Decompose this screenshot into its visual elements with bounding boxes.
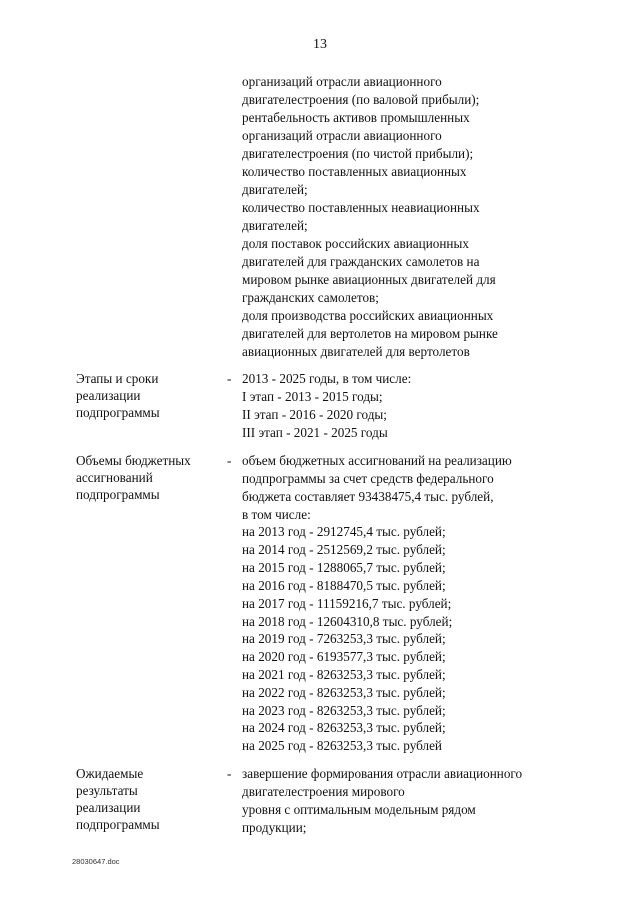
dash-separator: - <box>227 371 232 386</box>
budget-line: в том числе: <box>242 507 311 522</box>
intro-line: двигателей для вертолетов на мировом рынке <box>242 326 498 341</box>
dash-separator: - <box>227 453 232 468</box>
page-number: 13 <box>313 37 327 52</box>
stages-line: I этап - 2013 - 2015 годы; <box>242 389 383 404</box>
intro-line: организаций отрасли авиационного <box>242 128 442 143</box>
intro-line: рентабельность активов промышленных <box>242 110 470 125</box>
budget-year-line: на 2019 год - 7263253,3 тыс. рублей; <box>242 631 446 646</box>
budget-year-line: на 2024 год - 8263253,3 тыс. рублей; <box>242 720 446 735</box>
intro-line: количество поставленных неавиационных <box>242 200 480 215</box>
budget-year-line: на 2014 год - 2512569,2 тыс. рублей; <box>242 542 446 557</box>
budget-year-line: на 2017 год - 11159216,7 тыс. рублей; <box>242 596 452 611</box>
intro-line: авиационных двигателей для вертолетов <box>242 344 470 359</box>
intro-line: двигателей; <box>242 218 308 233</box>
intro-line: двигателестроения (по чистой прибыли); <box>242 146 474 161</box>
results-line: уровня с оптимальным модельным рядом <box>242 802 476 817</box>
label-line: реализации <box>76 388 141 403</box>
budget-label <box>76 452 226 503</box>
intro-line: доля производства российских авиационных <box>242 308 494 323</box>
stages-line: II этап - 2016 - 2020 годы; <box>242 407 387 422</box>
file-name-footer: 28030647.doc <box>72 857 120 866</box>
intro-line: двигателестроения (по валовой прибыли); <box>242 92 480 107</box>
stages-line: 2013 - 2025 годы, в том числе: <box>242 371 412 386</box>
label-line: подпрограммы <box>76 487 160 502</box>
intro-line: двигателей; <box>242 182 308 197</box>
label-line: реализации <box>76 800 141 815</box>
budget-year-line: на 2021 год - 8263253,3 тыс. рублей; <box>242 667 446 682</box>
budget-line: бюджета составляет 93438475,4 тыс. рублей, <box>242 489 494 504</box>
label-line: Ожидаемые <box>76 766 144 781</box>
budget-line: объем бюджетных ассигнований на реализацию <box>242 453 512 468</box>
budget-year-line: на 2015 год - 1288065,7 тыс. рублей; <box>242 560 446 575</box>
label-line: Объемы бюджетных <box>76 453 191 468</box>
budget-year-line: на 2013 год - 2912745,4 тыс. рублей; <box>242 524 446 539</box>
label-line: подпрограммы <box>76 817 160 832</box>
budget-year-line: на 2025 год - 8263253,3 тыс. рублей <box>242 738 442 753</box>
stages-line: III этап - 2021 - 2025 годы <box>242 425 388 440</box>
label-line: результаты <box>76 783 138 798</box>
label-line: Этапы и сроки <box>76 371 159 386</box>
budget-year-line: на 2022 год - 8263253,3 тыс. рублей; <box>242 685 446 700</box>
intro-line: мировом рынке авиационных двигателей для <box>242 272 496 287</box>
results-line: продукции; <box>242 820 307 835</box>
intro-line: доля поставок российских авиационных <box>242 236 469 251</box>
intro-line: количество поставленных авиационных <box>242 164 467 179</box>
stages-label <box>76 370 226 421</box>
intro-line: двигателей для гражданских самолетов на <box>242 254 480 269</box>
results-label <box>76 765 226 833</box>
budget-year-line: на 2020 год - 6193577,3 тыс. рублей; <box>242 649 446 664</box>
dash-separator: - <box>227 766 232 781</box>
results-line: завершение формирования отрасли авиационного <box>242 766 523 781</box>
budget-year-line: на 2018 год - 12604310,8 тыс. рублей; <box>242 614 453 629</box>
label-line: подпрограммы <box>76 405 160 420</box>
intro-line: организаций отрасли авиационного <box>242 74 442 89</box>
results-line: двигателестроения мирового <box>242 784 405 799</box>
budget-line: подпрограммы за счет средств федерального <box>242 471 494 486</box>
budget-year-line: на 2023 год - 8263253,3 тыс. рублей; <box>242 703 446 718</box>
intro-line: гражданских самолетов; <box>242 290 379 305</box>
budget-year-line: на 2016 год - 8188470,5 тыс. рублей; <box>242 578 446 593</box>
label-line: ассигнований <box>76 470 153 485</box>
